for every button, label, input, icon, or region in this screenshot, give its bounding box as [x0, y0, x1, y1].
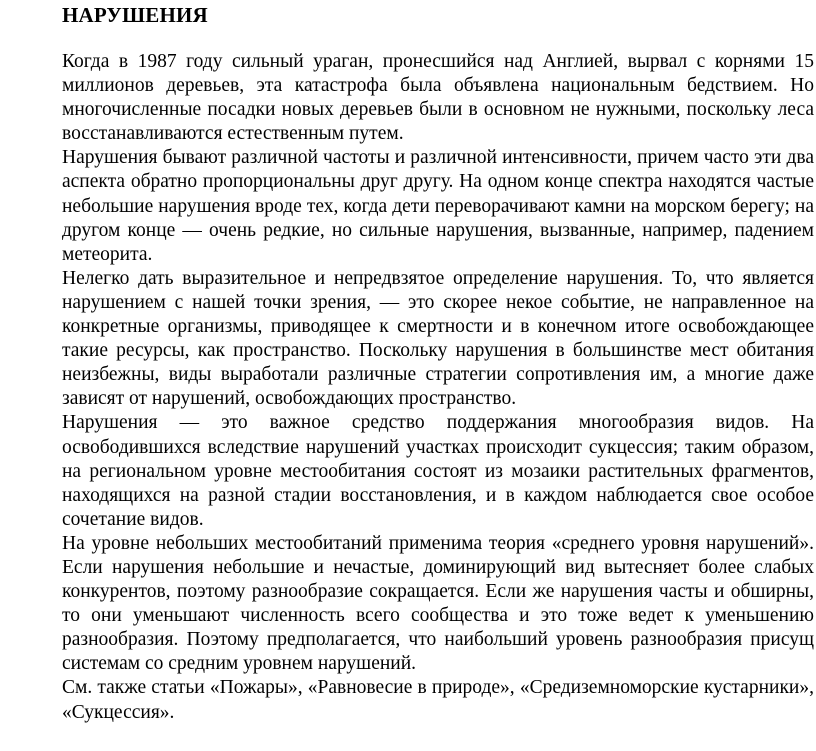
paragraph-4: Нарушения — это важное средство поддержания многообразия видов. На освободившихся вследствие нарушений участках происходит сукцессия; таким образом, на региональном уровне местообитания состоят из мозаики растительных фрагментов, находящихся на разной стадии восстановления, и в каждом наблюдается свое особое сочетание видов.: [62, 412, 814, 530]
paragraph-1: Когда в 1987 году сильный ураган, пронесшийся над Англией, вырвал с корнями 15 миллионов деревьев, эта катастрофа была объявлена национальным бедствием. Но многочисленные посадки новых деревьев были в основном не нужными, поскольку леса восстанавливаются естественным путем.: [62, 51, 814, 145]
paragraph-2: Нарушения бывают различной частоты и различной интенсивности, причем часто эти два аспекта обратно пропорциональны друг другу. На одном конце спектра находятся частые небольшие нарушения вроде тех, когда дети переворачивают камни на морском берегу; на другом конце — очень редкие, но сильные нарушения, вызванные, например, падением метеорита.: [62, 147, 814, 265]
paragraph-3: Нелегко дать выразительное и непредвзятое определение нарушения. То, что является нарушением с нашей точки зрения, — это скорее некое событие, не направленное на конкретные организмы, приводящее к смертности и в конечном итоге освобождающее такие ресурсы, как пространство. Поскольку нарушения в большинстве мест обитания неизбежны, виды выработали различные стратегии сопротивления им, а многие даже зависят от нарушений, освобождающих пространство.: [62, 267, 814, 410]
paragraph-5: На уровне небольших местообитаний применима теория «среднего уровня нарушений». Если нарушения небольшие и нечастые, доминирующий вид вытесняет более слабых конкурентов, поэтому разнообразие сокращается. Если же нарушения часты и обширны, то они уменьшают численность всего сообщества и это тоже ведет к уменьшению разнообразия. Поэтому предполагается, что наибольший уровень разнообразия присущ системам со средним уровнем нарушений.: [62, 532, 814, 675]
document-title: НАРУШЕНИЯ: [62, 3, 208, 27]
document-page: [62, 0, 814, 725]
document-body: [62, 50, 814, 725]
paragraph-6: См. также статьи «Пожары», «Равновесие в природе», «Средиземноморские кустарники», «Сукцессия».: [62, 677, 814, 723]
